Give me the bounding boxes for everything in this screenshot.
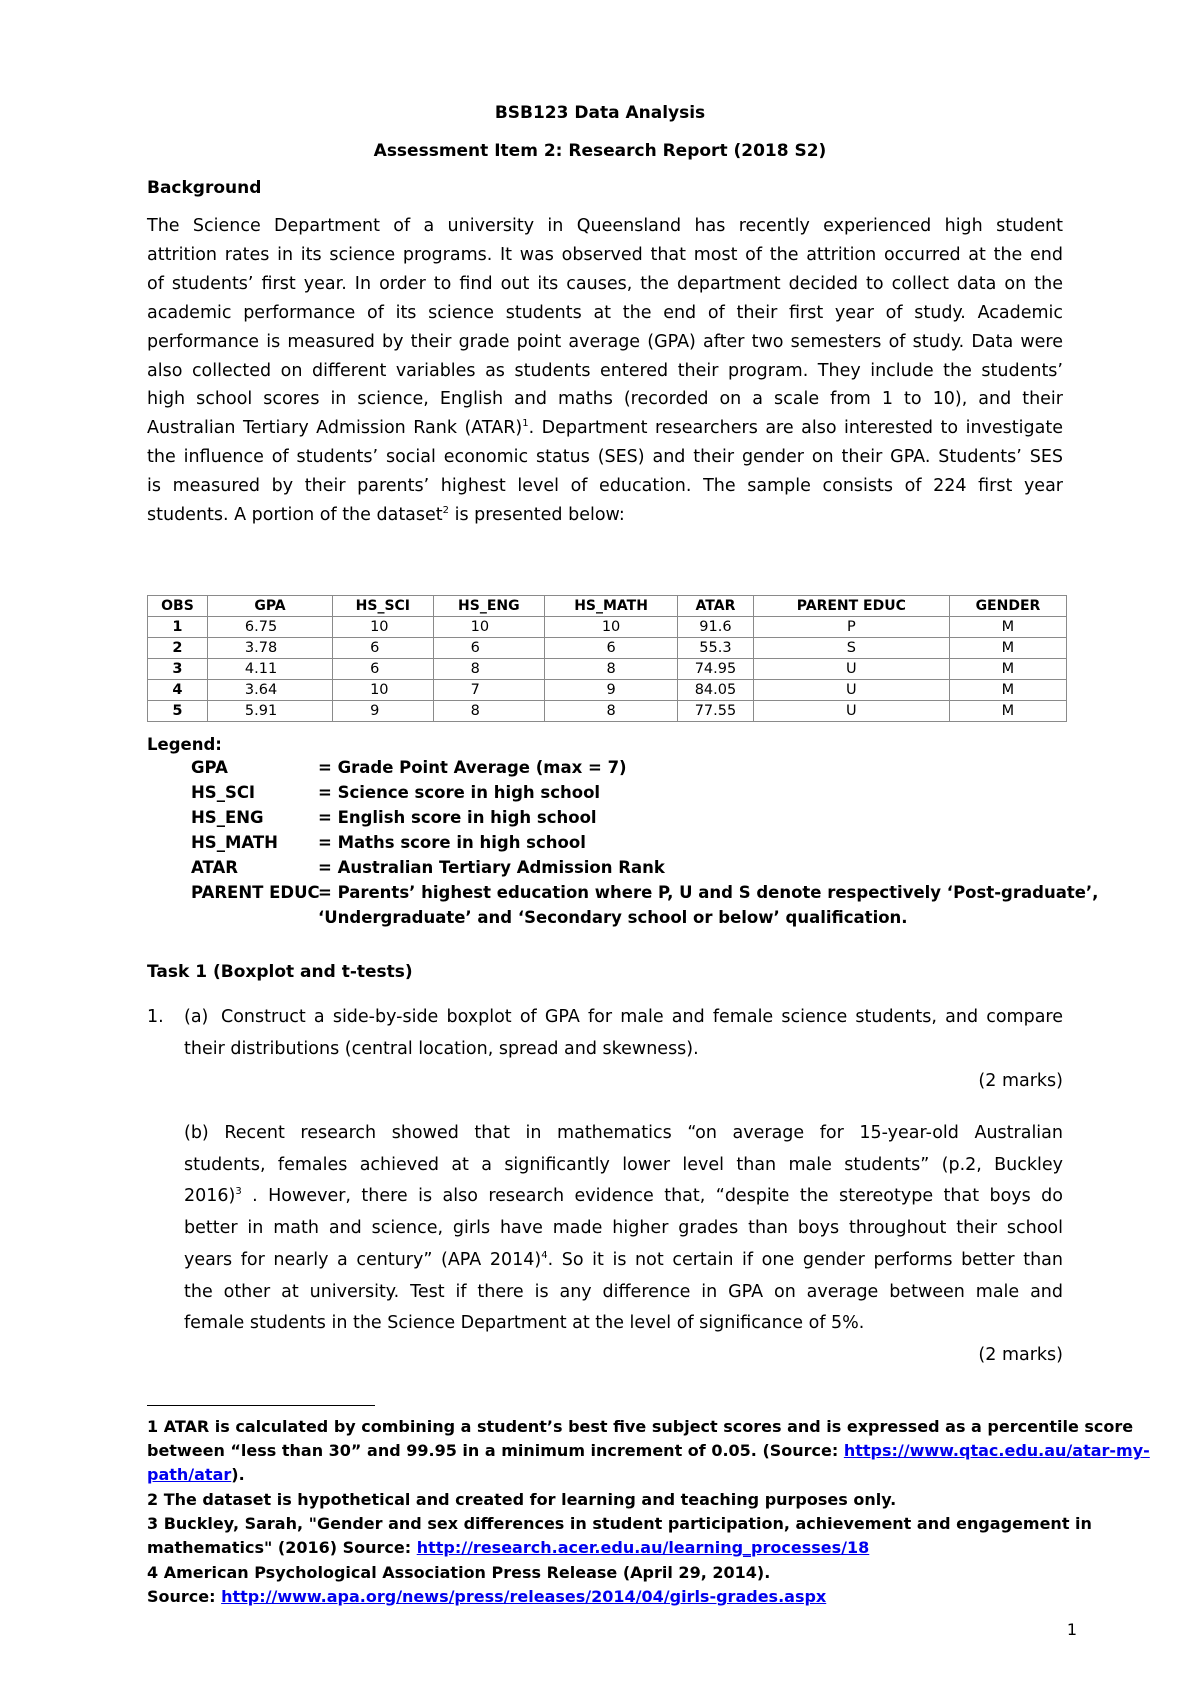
table-cell: 77.55 xyxy=(678,701,754,722)
background-line: of students’ first year. In order to find out its causes, the department decided to collect data on the xyxy=(147,274,1063,294)
legend-key: HS_SCI xyxy=(191,783,256,802)
table-cell: M xyxy=(949,659,1066,680)
footnote-1-cont: path/atar). xyxy=(147,1465,245,1484)
legend-key: PARENT EDUC xyxy=(191,883,320,902)
footnote-4: 4 American Psychological Association Press Release (April 29, 2014). xyxy=(147,1563,771,1582)
table-cell: 4.11 xyxy=(207,659,332,680)
legend-value: = Australian Tertiary Admission Rank xyxy=(318,858,665,877)
footnote-1: 1 ATAR is calculated by combining a student’s best five subject scores and is expressed as a percentile score xyxy=(147,1417,1134,1436)
part-b-text: 2016)$^3$ . However, there is also research evidence that, “despite the stereotype that boys do xyxy=(184,1186,1063,1206)
footnote-4-link[interactable]: http://www.apa.org/news/press/releases/2014/04/girls-grades.aspx xyxy=(221,1587,827,1606)
column-header: GENDER xyxy=(949,596,1066,617)
table-cell: U xyxy=(753,701,949,722)
table-cell: 3.78 xyxy=(207,638,332,659)
column-header: GPA xyxy=(207,596,332,617)
table-cell: 5.91 xyxy=(207,701,332,722)
table-row xyxy=(148,680,1067,701)
footnote-3: 3 Buckley, Sarah, "Gender and sex differences in student participation, achievement and engagement in xyxy=(147,1514,1092,1533)
table-cell: 1 xyxy=(148,617,208,638)
task1-heading: Task 1 (Boxplot and t-tests) xyxy=(147,962,413,982)
background-line: performance is measured by their grade point average (GPA) after two semesters of study. Data were xyxy=(147,332,1063,352)
table-cell: 6 xyxy=(433,638,544,659)
background-line: high school scores in science, English and maths (recorded on a scale from 1 to 10), and their xyxy=(147,389,1063,409)
table-row xyxy=(148,617,1067,638)
table-cell: 10 xyxy=(333,617,434,638)
footnote-1-link[interactable]: path/atar xyxy=(147,1465,232,1484)
column-header: HS_ENG xyxy=(433,596,544,617)
table-cell: 3.64 xyxy=(207,680,332,701)
background-line: is measured by their parents’ highest level of education. The sample consists of 224 first year xyxy=(147,476,1063,496)
course-title: BSB123 Data Analysis xyxy=(494,103,706,123)
question-number: 1. xyxy=(147,1007,164,1027)
part-b-text: students, females achieved at a significantly lower level than male students” (p.2, Buckley xyxy=(184,1155,1063,1175)
legend-value: = Grade Point Average (max = 7) xyxy=(318,758,627,777)
part-a-text: their distributions (central location, spread and skewness). xyxy=(184,1039,699,1059)
legend-key: HS_ENG xyxy=(191,808,264,827)
background-line: academic performance of its science students at the end of their first year of study. Academic xyxy=(147,303,1063,323)
footnote-separator xyxy=(147,1405,375,1406)
legend-value: = Science score in high school xyxy=(318,783,601,802)
part-a-marks: (2 marks) xyxy=(978,1071,1063,1091)
table-cell: 7 xyxy=(433,680,544,701)
table-cell: 8 xyxy=(433,701,544,722)
table-cell: 74.95 xyxy=(678,659,754,680)
column-header: HS_MATH xyxy=(545,596,678,617)
legend-value: = English score in high school xyxy=(318,808,597,827)
background-line: also collected on different variables as students entered their program. They include the students’ xyxy=(147,361,1063,381)
legend-value: = Parents’ highest education where P, U and S denote respectively ‘Post-graduate’, xyxy=(318,883,1099,902)
part-b-text: female students in the Science Department at the level of significance of 5%. xyxy=(184,1313,865,1333)
legend-value: = Maths score in high school xyxy=(318,833,586,852)
column-header: HS_SCI xyxy=(333,596,434,617)
table-cell: 2 xyxy=(148,638,208,659)
background-heading: Background xyxy=(147,178,262,198)
footnote-1-cont: between “less than 30” and 99.95 in a minimum increment of 0.05. (Source: https://www.qtac.edu.au/atar-my- xyxy=(147,1441,1150,1460)
table-cell: M xyxy=(949,638,1066,659)
table-cell: U xyxy=(753,659,949,680)
table-cell: 9 xyxy=(333,701,434,722)
table-row xyxy=(148,638,1067,659)
assessment-title: Assessment Item 2: Research Report (2018 S2) xyxy=(373,141,827,161)
background-line: the influence of students’ social economic status (SES) and their gender on their GPA. Students’ SES xyxy=(147,447,1063,467)
part-a-text: Construct a side-by-side boxplot of GPA for male and female science students, and compare xyxy=(221,1007,1063,1027)
part-b-text: (b) Recent research showed that in mathematics “on average for 15-year-old Australian xyxy=(184,1123,1063,1143)
table-cell: 8 xyxy=(545,701,678,722)
footnote-3-link[interactable]: http://research.acer.edu.au/learning_processes/18 xyxy=(416,1538,870,1557)
background-line: attrition rates in its science programs. It was observed that most of the attrition occurred at the end xyxy=(147,245,1063,265)
part-b-text: better in math and science, girls have made higher grades than boys throughout their school xyxy=(184,1218,1063,1238)
table-cell: S xyxy=(753,638,949,659)
legend-key: GPA xyxy=(191,758,228,777)
dataset-table xyxy=(147,595,1067,722)
table-cell: 10 xyxy=(433,617,544,638)
table-cell: 91.6 xyxy=(678,617,754,638)
part-b-text: years for nearly a century” (APA 2014)$^4$. So it is not certain if one gender performs better than xyxy=(184,1250,1064,1270)
legend-continuation: ‘Undergraduate’ and ‘Secondary school or below’ qualification. xyxy=(318,908,908,927)
part-b-marks: (2 marks) xyxy=(978,1345,1063,1365)
table-cell: P xyxy=(753,617,949,638)
table-cell: M xyxy=(949,701,1066,722)
column-header: OBS xyxy=(148,596,208,617)
table-cell: 5 xyxy=(148,701,208,722)
footnote-3-cont: mathematics" (2016) Source: http://research.acer.edu.au/learning_processes/18 xyxy=(147,1538,870,1557)
table-cell: 8 xyxy=(545,659,678,680)
table-cell: 10 xyxy=(545,617,678,638)
column-header: PARENT EDUC xyxy=(753,596,949,617)
part-a-label: (a) xyxy=(184,1007,209,1027)
footnote-2: 2 The dataset is hypothetical and created for learning and teaching purposes only. xyxy=(147,1490,897,1509)
table-cell: 8 xyxy=(433,659,544,680)
legend-key: ATAR xyxy=(191,858,238,877)
table-cell: M xyxy=(949,680,1066,701)
background-line: Australian Tertiary Admission Rank (ATAR)$^1$. Department researchers are also interested to investigate xyxy=(147,418,1063,438)
page-number: 1 xyxy=(1066,1620,1077,1639)
table-cell: 9 xyxy=(545,680,678,701)
background-line: The Science Department of a university in Queensland has recently experienced high student xyxy=(147,216,1063,236)
column-header: ATAR xyxy=(678,596,754,617)
table-cell: 6 xyxy=(545,638,678,659)
table-cell: 3 xyxy=(148,659,208,680)
table-cell: 10 xyxy=(333,680,434,701)
table-cell: 4 xyxy=(148,680,208,701)
table-cell: U xyxy=(753,680,949,701)
table-cell: 6.75 xyxy=(207,617,332,638)
footnote-1-link[interactable]: https://www.qtac.edu.au/atar-my- xyxy=(843,1441,1150,1460)
table-cell: 55.3 xyxy=(678,638,754,659)
background-line: students. A portion of the dataset$^2$ is presented below: xyxy=(147,505,625,525)
table-row xyxy=(148,701,1067,722)
legend-title: Legend: xyxy=(147,735,222,754)
part-b-text: the other at university. Test if there is any difference in GPA on average between male and xyxy=(184,1282,1063,1302)
legend-key: HS_MATH xyxy=(191,833,278,852)
table-row xyxy=(148,659,1067,680)
table-header-row xyxy=(148,596,1067,617)
table-cell: 84.05 xyxy=(678,680,754,701)
footnote-4-cont: Source: http://www.apa.org/news/press/releases/2014/04/girls-grades.aspx xyxy=(147,1587,827,1606)
table-cell: M xyxy=(949,617,1066,638)
table-cell: 6 xyxy=(333,659,434,680)
table-cell: 6 xyxy=(333,638,434,659)
